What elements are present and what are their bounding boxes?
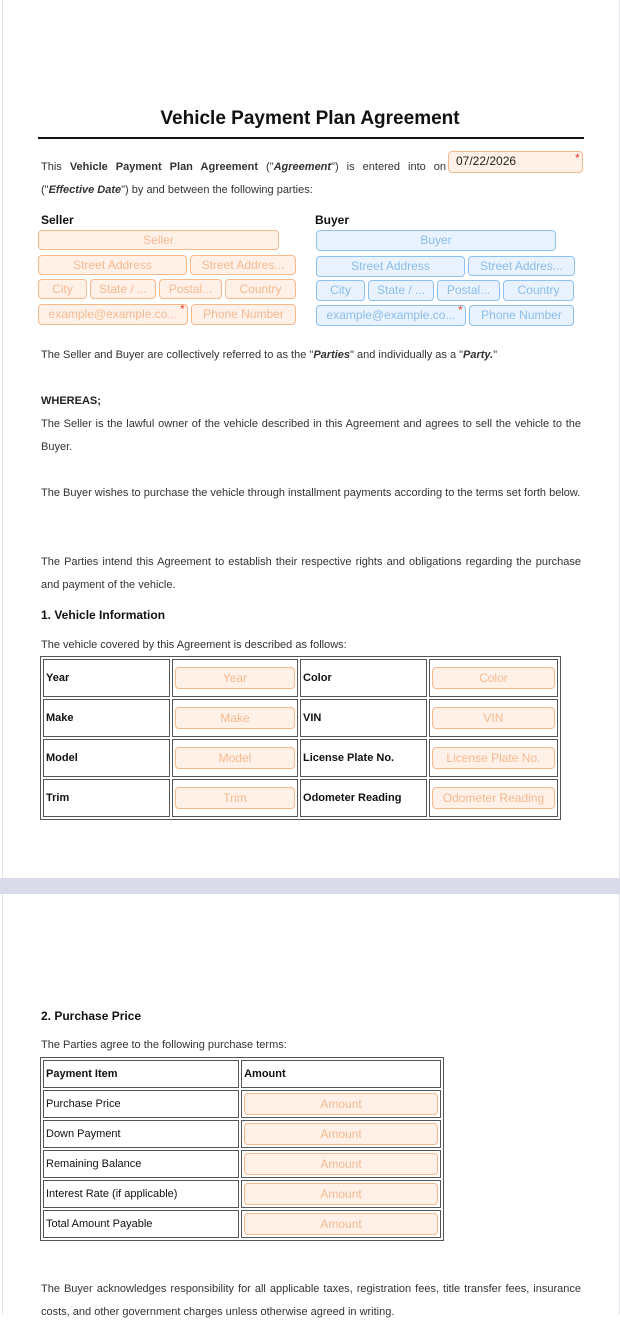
- buyer-country-input[interactable]: Country: [503, 280, 574, 301]
- vehicle-make-input[interactable]: Make: [175, 707, 295, 729]
- section-2-heading: 2. Purchase Price: [41, 1009, 142, 1023]
- whereas-clause-3: The Parties intend this Agreement to establish their respective rights and obligations regarding the purchase and payment of the vehicle.: [41, 556, 581, 591]
- seller-email-input[interactable]: example@example.co...: [38, 304, 188, 325]
- intro-text-a: This: [41, 161, 70, 173]
- required-marker: *: [458, 303, 463, 317]
- required-marker: *: [575, 151, 580, 165]
- buyer-heading: Buyer: [315, 213, 350, 227]
- vehicle-label: License Plate No.: [300, 739, 427, 777]
- vehicle-label: Color: [300, 659, 427, 697]
- down-payment-input[interactable]: Amount: [244, 1123, 438, 1145]
- seller-street-input[interactable]: Street Address: [38, 255, 187, 275]
- column-header-item: Payment Item: [43, 1060, 239, 1088]
- vehicle-model-input[interactable]: Model: [175, 747, 295, 769]
- vehicle-year-input[interactable]: Year: [175, 667, 295, 689]
- seller-city-input[interactable]: City: [38, 279, 87, 299]
- parties-text-a: The Seller and Buyer are collectively referred to as the ": [41, 349, 314, 361]
- column-header-amount: Amount: [241, 1060, 441, 1088]
- payment-item-label: Total Amount Payable: [43, 1210, 239, 1238]
- amount-cell: [241, 1120, 441, 1148]
- interest-rate-input[interactable]: Amount: [244, 1183, 438, 1205]
- purchase-price-table: [40, 1057, 444, 1241]
- intro-text-e: ") by and between the following parties:: [121, 184, 313, 196]
- section-2-intro: The Parties agree to the following purchase terms:: [41, 1039, 287, 1051]
- vehicle-color-input[interactable]: Color: [432, 667, 555, 689]
- intro-effective-date-label: Effective Date: [48, 184, 122, 196]
- buyer-email-input[interactable]: example@example.co...: [316, 305, 466, 326]
- seller-postal-input[interactable]: Postal...: [159, 279, 222, 299]
- party-term: Party.: [463, 349, 494, 361]
- vehicle-value-cell: [172, 659, 298, 697]
- section-1-heading: 1. Vehicle Information: [41, 608, 166, 622]
- table-row: [43, 1150, 441, 1178]
- intro-agreement-short: Agreement: [273, 161, 332, 173]
- intro-text-b: (": [258, 161, 274, 173]
- table-row: [43, 699, 558, 737]
- payment-item-label: Remaining Balance: [43, 1150, 239, 1178]
- buyer-state-input[interactable]: State / ...: [368, 280, 434, 301]
- vehicle-label: Model: [43, 739, 170, 777]
- parties-text-b: " and individually as a ": [350, 349, 464, 361]
- payment-item-label: Purchase Price: [43, 1090, 239, 1118]
- table-row: [43, 1210, 441, 1238]
- table-row: [43, 1060, 441, 1088]
- buyer-phone-input[interactable]: Phone Number: [469, 305, 574, 326]
- table-row: [43, 779, 558, 817]
- vehicle-value-cell: [172, 779, 298, 817]
- intro-agreement-name: Vehicle Payment Plan Agreement: [69, 161, 258, 173]
- buyer-street-input[interactable]: Street Address: [316, 256, 465, 277]
- seller-state-input[interactable]: State / ...: [90, 279, 156, 299]
- effective-date-field[interactable]: [448, 151, 583, 173]
- parties-text-c: ": [493, 349, 498, 361]
- amount-cell: [241, 1090, 441, 1118]
- table-row: [43, 1120, 441, 1148]
- section-1-intro: The vehicle covered by this Agreement is described as follows:: [41, 639, 347, 651]
- amount-cell: [241, 1210, 441, 1238]
- vehicle-label: Odometer Reading: [300, 779, 427, 817]
- intro-text-d: (": [41, 184, 49, 196]
- payment-item-label: Interest Rate (if applicable): [43, 1180, 239, 1208]
- payment-item-label: Down Payment: [43, 1120, 239, 1148]
- table-row: [43, 659, 558, 697]
- remaining-balance-input[interactable]: Amount: [244, 1153, 438, 1175]
- buyer-name-input[interactable]: Buyer: [316, 230, 556, 251]
- vehicle-odometer-input[interactable]: Odometer Reading: [432, 787, 555, 809]
- table-row: [43, 1180, 441, 1208]
- vehicle-value-cell: [429, 659, 558, 697]
- table-row: [43, 1090, 441, 1118]
- required-marker: *: [180, 302, 185, 316]
- seller-country-input[interactable]: Country: [225, 279, 296, 299]
- vehicle-value-cell: [429, 779, 558, 817]
- title-rule: [38, 137, 584, 139]
- purchase-price-input[interactable]: Amount: [244, 1093, 438, 1115]
- whereas-clause-1: The Seller is the lawful owner of the vehicle described in this Agreement and agrees to sell the vehicle to the Buyer.: [41, 418, 581, 453]
- vehicle-plate-input[interactable]: License Plate No.: [432, 747, 555, 769]
- seller-heading: Seller: [41, 213, 74, 227]
- vehicle-label: Make: [43, 699, 170, 737]
- table-row: [43, 739, 558, 777]
- buyer-city-input[interactable]: City: [316, 280, 365, 301]
- vehicle-trim-input[interactable]: Trim: [175, 787, 295, 809]
- vehicle-label: Year: [43, 659, 170, 697]
- buyer-street2-input[interactable]: Street Addres...: [468, 256, 575, 276]
- vehicle-value-cell: [429, 739, 558, 777]
- vehicle-value-cell: [429, 699, 558, 737]
- vehicle-vin-input[interactable]: VIN: [432, 707, 555, 729]
- whereas-clause-2: The Buyer wishes to purchase the vehicle through installment payments according to the terms set forth below.: [41, 487, 581, 499]
- intro-line-2: [41, 179, 581, 202]
- buyer-postal-input[interactable]: Postal...: [437, 280, 500, 301]
- amount-cell: [241, 1150, 441, 1178]
- vehicle-label: VIN: [300, 699, 427, 737]
- seller-name-input[interactable]: Seller: [38, 230, 279, 250]
- document-title: Vehicle Payment Plan Agreement: [160, 108, 460, 129]
- whereas-heading: WHEREAS;: [41, 395, 101, 407]
- parties-definition: [41, 344, 581, 367]
- intro-text-c: ") is entered into on: [331, 161, 447, 173]
- page-separator: [0, 878, 620, 894]
- effective-date-value: 07/22/2026: [456, 154, 517, 168]
- total-amount-input[interactable]: Amount: [244, 1213, 438, 1235]
- vehicle-label: Trim: [43, 779, 170, 817]
- seller-street2-input[interactable]: Street Addres...: [190, 255, 296, 275]
- intro-line-1: [41, 156, 446, 179]
- parties-term: Parties: [313, 349, 351, 361]
- vehicle-value-cell: [172, 699, 298, 737]
- vehicle-info-table: [40, 656, 561, 820]
- amount-cell: [241, 1180, 441, 1208]
- seller-phone-input[interactable]: Phone Number: [191, 304, 296, 325]
- closing-paragraph: The Buyer acknowledges responsibility for all applicable taxes, registration fees, title transfer fees, insurance costs, and other government charges unless otherwise agreed in writing.: [41, 1283, 581, 1318]
- vehicle-value-cell: [172, 739, 298, 777]
